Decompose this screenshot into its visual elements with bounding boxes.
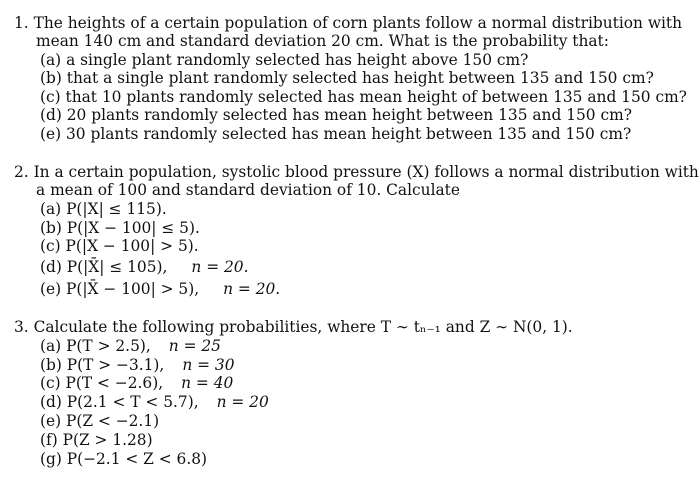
q3-part-d: [40, 393, 269, 411]
q2-part-d: [40, 258, 248, 276]
q3-part-b-expression: (b) P(T > −3.1),: [40, 356, 165, 374]
q2-text-line-2: a mean of 100 and standard deviation of 10. Calculate: [36, 181, 460, 199]
q3-part-c-expression: (c) P(T < −2.6),: [40, 374, 164, 392]
q1-part-e: (e) 30 plants randomly selected has mean height between 135 and 150 cm?: [40, 125, 632, 143]
q2-part-d-expression: (d) P(|X̄| ≤ 105),: [40, 258, 168, 276]
q3-part-b: [40, 356, 235, 374]
q2-part-e-sample-size: n = 20.: [223, 280, 281, 298]
q3-part-c: [40, 374, 233, 392]
q2-part-e: [40, 280, 280, 298]
q2-part-b: (b) P(|X − 100| ≤ 5).: [40, 219, 200, 237]
q1-part-d: (d) 20 plants randomly selected has mean height between 135 and 150 cm?: [40, 106, 632, 124]
q1-part-c: (c) that 10 plants randomly selected has mean height of between 135 and 150 cm?: [40, 88, 687, 106]
q1-part-b: (b) that a single plant randomly selected has height between 135 and 150 cm?: [40, 69, 654, 87]
q3-part-d-sample-size: n = 20: [216, 393, 269, 411]
q3-part-a-expression: (a) P(T > 2.5),: [40, 337, 151, 355]
q3-part-a: [40, 337, 221, 355]
q2-text-line-1: 2. In a certain population, systolic blood pressure (X) follows a normal distribution with: [14, 163, 699, 181]
q2-part-a: (a) P(|X| ≤ 115).: [40, 200, 167, 218]
q3-part-a-sample-size: n = 25: [168, 337, 221, 355]
q1-part-a: (a) a single plant randomly selected has height above 150 cm?: [40, 51, 529, 69]
q3-part-e: (e) P(Z < −2.1): [40, 412, 160, 430]
q3-part-g: (g) P(−2.1 < Z < 6.8): [40, 450, 208, 468]
q2-part-c: (c) P(|X − 100| > 5).: [40, 237, 199, 255]
q2-part-e-expression: (e) P(|X̄ − 100| > 5),: [40, 280, 200, 298]
q1-text-line-2: mean 140 cm and standard deviation 20 cm. What is the probability that:: [36, 32, 609, 50]
q3-part-c-sample-size: n = 40: [181, 374, 234, 392]
q3-part-b-sample-size: n = 30: [182, 356, 235, 374]
q1-text-line-1: 1. The heights of a certain population of corn plants follow a normal distribution with: [14, 14, 683, 32]
q3-part-d-expression: (d) P(2.1 < T < 5.7),: [40, 393, 199, 411]
q2-part-d-sample-size: n = 20.: [191, 258, 249, 276]
q3-text-line-1: 3. Calculate the following probabilities, where T ∼ tₙ₋₁ and Z ∼ N(0, 1).: [14, 318, 573, 336]
q3-part-f: (f) P(Z > 1.28): [40, 431, 153, 449]
